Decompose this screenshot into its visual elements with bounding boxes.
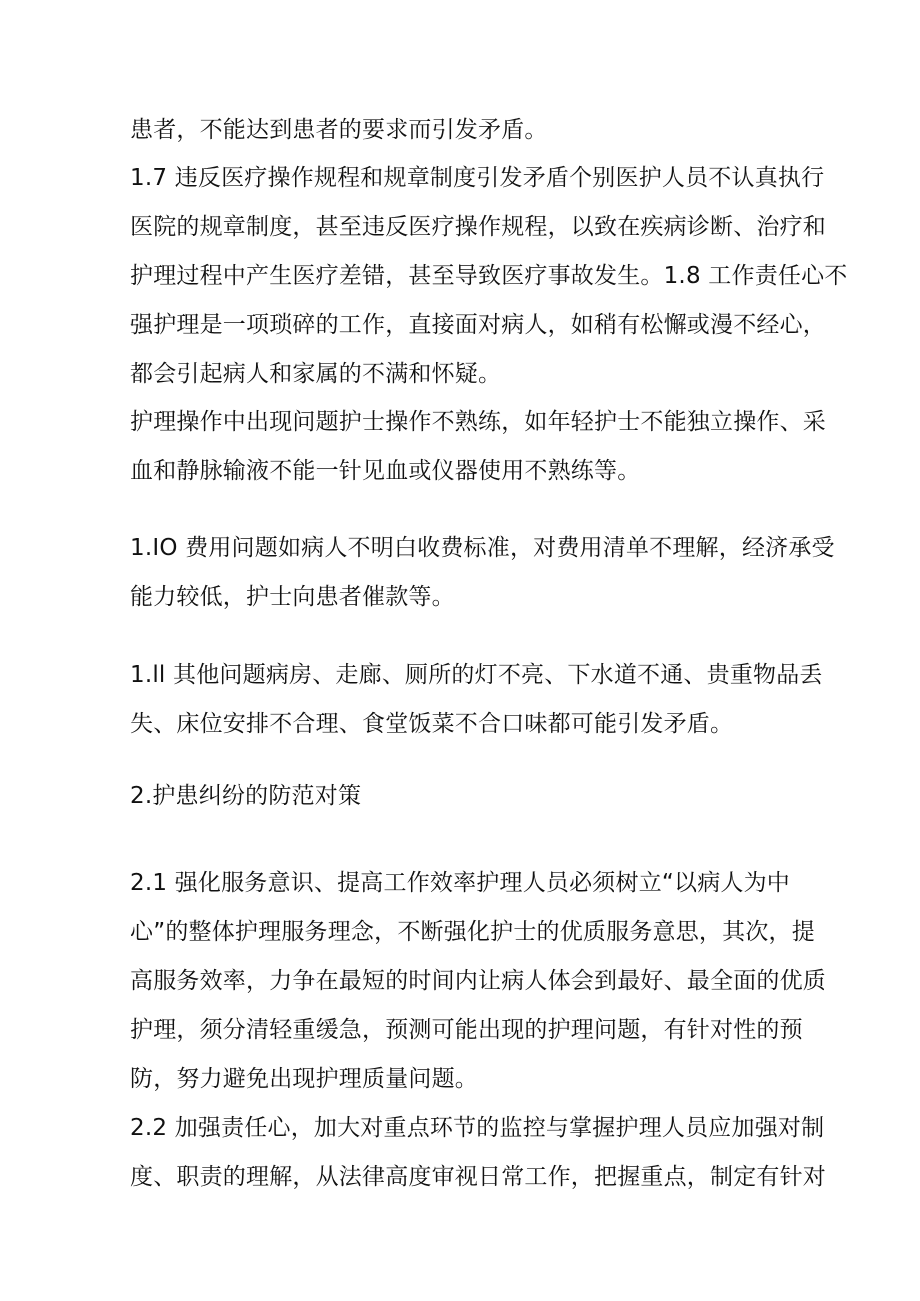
text-line: 防，努力避免出现护理质量问题。 [130, 1066, 478, 1092]
text-line: 心”的整体护理服务理念，不断强化护士的优质服务意思，其次，提 [130, 919, 815, 945]
text-line: 1.7 违反医疗操作规程和规章制度引发矛盾个别医护人员不认真执行 [130, 165, 825, 191]
text-line: 1.ll 其他问题病房、走廊、厕所的灯不亮、下水道不通、贵重物品丢 [130, 662, 823, 688]
text-line: 能力较低，护士向患者催款等。 [130, 584, 455, 610]
section-heading: 2.护患纠纷的防范对策 [130, 783, 362, 809]
text-line: 护理操作中出现问题护士操作不熟练，如年轻护士不能独立操作、采 [130, 409, 826, 435]
text-line: 2.2 加强责任心，加大对重点环节的监控与掌握护理人员应加强对制 [130, 1115, 825, 1141]
text-line: 高服务效率，力争在最短的时间内让病人体会到最好、最全面的优质 [130, 968, 826, 994]
text-line: 1.IO 费用问题如病人不明白收费标准，对费用清单不理解，经济承受 [130, 535, 835, 561]
text-line: 护理，须分清轻重缓急，预测可能出现的护理问题，有针对性的预 [130, 1017, 803, 1043]
text-line: 护理过程中产生医疗差错，甚至导致医疗事故发生。1.8 工作责任心不 [130, 263, 848, 289]
text-line: 血和静脉输液不能一针见血或仪器使用不熟练等。 [130, 458, 641, 484]
text-line: 都会引起病人和家属的不满和怀疑。 [130, 361, 502, 387]
text-line: 失、床位安排不合理、食堂饭菜不合口味都可能引发矛盾。 [130, 711, 734, 737]
text-line: 患者，不能达到患者的要求而引发矛盾。 [130, 117, 548, 143]
text-line: 医院的规章制度，甚至违反医疗操作规程，以致在疾病诊断、治疗和 [130, 214, 826, 240]
text-line: 强护理是一项琐碎的工作，直接面对病人，如稍有松懈或漫不经心， [130, 312, 826, 338]
text-line: 度、职责的理解，从法律高度审视日常工作，把握重点，制定有针对 [130, 1164, 826, 1190]
text-line: 2.1 强化服务意识、提高工作效率护理人员必须树立“以病人为中 [130, 870, 791, 896]
